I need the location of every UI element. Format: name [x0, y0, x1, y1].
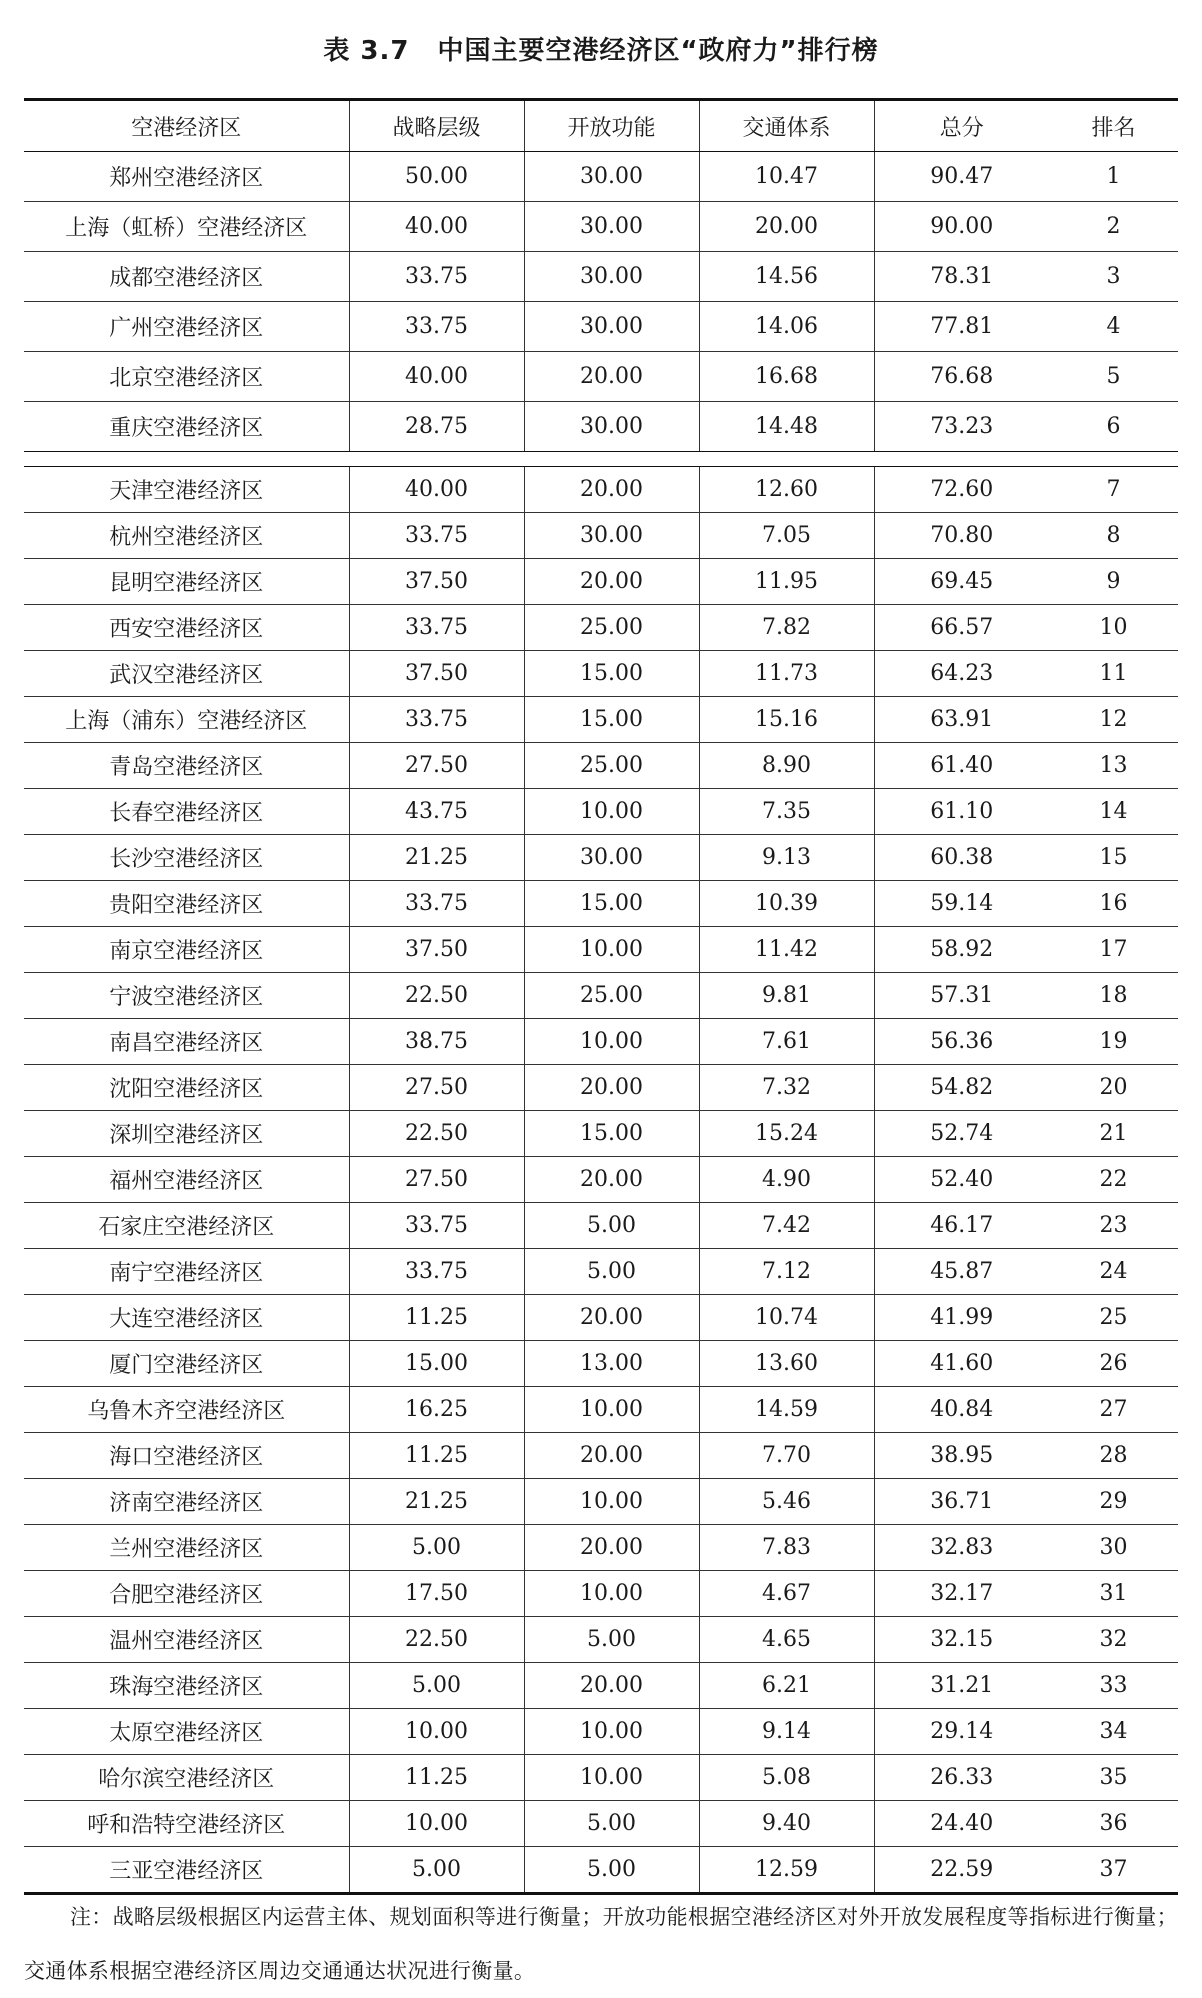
openness-score-cell: 30.00	[524, 202, 699, 252]
table-row	[24, 1111, 1178, 1157]
rank-cell: 21	[1049, 1111, 1178, 1157]
header-zone: 空港经济区	[24, 100, 349, 152]
rank-cell: 9	[1049, 559, 1178, 605]
zone-name-cell: 深圳空港经济区	[24, 1111, 349, 1157]
zone-name-cell: 北京空港经济区	[24, 352, 349, 402]
total-score-cell: 29.14	[874, 1709, 1049, 1755]
strategy-score-cell: 33.75	[349, 881, 524, 927]
openness-score-cell: 15.00	[524, 1111, 699, 1157]
zone-name-cell: 合肥空港经济区	[24, 1571, 349, 1617]
total-score-cell: 72.60	[874, 467, 1049, 513]
zone-name-cell: 珠海空港经济区	[24, 1663, 349, 1709]
header-total: 总分	[874, 100, 1049, 152]
total-score-cell: 57.31	[874, 973, 1049, 1019]
total-score-cell: 46.17	[874, 1203, 1049, 1249]
openness-score-cell: 20.00	[524, 467, 699, 513]
zone-name-cell: 成都空港经济区	[24, 252, 349, 302]
table-row	[24, 605, 1178, 651]
strategy-score-cell: 33.75	[349, 697, 524, 743]
total-score-cell: 78.31	[874, 252, 1049, 302]
transport-score-cell: 9.14	[699, 1709, 874, 1755]
zone-name-cell: 贵阳空港经济区	[24, 881, 349, 927]
openness-score-cell: 30.00	[524, 513, 699, 559]
zone-name-cell: 南昌空港经济区	[24, 1019, 349, 1065]
total-score-cell: 90.47	[874, 152, 1049, 202]
transport-score-cell: 7.61	[699, 1019, 874, 1065]
zone-name-cell: 福州空港经济区	[24, 1157, 349, 1203]
openness-score-cell: 5.00	[524, 1847, 699, 1894]
total-score-cell: 69.45	[874, 559, 1049, 605]
openness-score-cell: 5.00	[524, 1801, 699, 1847]
rank-cell: 1	[1049, 152, 1178, 202]
table-row	[24, 1433, 1178, 1479]
table-row	[24, 1341, 1178, 1387]
zone-name-cell: 三亚空港经济区	[24, 1847, 349, 1894]
zone-name-cell: 南宁空港经济区	[24, 1249, 349, 1295]
header-transport: 交通体系	[699, 100, 874, 152]
strategy-score-cell: 22.50	[349, 1111, 524, 1157]
rank-cell: 34	[1049, 1709, 1178, 1755]
total-score-cell: 76.68	[874, 352, 1049, 402]
openness-score-cell: 30.00	[524, 252, 699, 302]
table-row	[24, 835, 1178, 881]
header-openness: 开放功能	[524, 100, 699, 152]
openness-score-cell: 20.00	[524, 1433, 699, 1479]
total-score-cell: 77.81	[874, 302, 1049, 352]
table-row	[24, 697, 1178, 743]
transport-score-cell: 10.74	[699, 1295, 874, 1341]
total-score-cell: 24.40	[874, 1801, 1049, 1847]
openness-score-cell: 25.00	[524, 743, 699, 789]
strategy-score-cell: 21.25	[349, 1479, 524, 1525]
transport-score-cell: 14.06	[699, 302, 874, 352]
table-row	[24, 202, 1178, 252]
transport-score-cell: 14.56	[699, 252, 874, 302]
transport-score-cell: 4.65	[699, 1617, 874, 1663]
zone-name-cell: 乌鲁木齐空港经济区	[24, 1387, 349, 1433]
table-row	[24, 1203, 1178, 1249]
strategy-score-cell: 38.75	[349, 1019, 524, 1065]
openness-score-cell: 30.00	[524, 835, 699, 881]
table-row	[24, 789, 1178, 835]
transport-score-cell: 14.48	[699, 402, 874, 452]
transport-score-cell: 7.12	[699, 1249, 874, 1295]
strategy-score-cell: 40.00	[349, 352, 524, 402]
total-score-cell: 32.83	[874, 1525, 1049, 1571]
total-score-cell: 31.21	[874, 1663, 1049, 1709]
strategy-score-cell: 37.50	[349, 559, 524, 605]
table-row	[24, 302, 1178, 352]
openness-score-cell: 20.00	[524, 1525, 699, 1571]
total-score-cell: 26.33	[874, 1755, 1049, 1801]
transport-score-cell: 7.32	[699, 1065, 874, 1111]
zone-name-cell: 天津空港经济区	[24, 467, 349, 513]
total-score-cell: 45.87	[874, 1249, 1049, 1295]
transport-score-cell: 4.90	[699, 1157, 874, 1203]
total-score-cell: 61.10	[874, 789, 1049, 835]
table-row	[24, 513, 1178, 559]
transport-score-cell: 10.39	[699, 881, 874, 927]
openness-score-cell: 5.00	[524, 1249, 699, 1295]
table-row	[24, 1479, 1178, 1525]
rank-cell: 37	[1049, 1847, 1178, 1894]
zone-name-cell: 杭州空港经济区	[24, 513, 349, 559]
rank-cell: 17	[1049, 927, 1178, 973]
table-row	[24, 402, 1178, 452]
strategy-score-cell: 10.00	[349, 1709, 524, 1755]
openness-score-cell: 10.00	[524, 1019, 699, 1065]
rank-cell: 30	[1049, 1525, 1178, 1571]
table-row	[24, 1801, 1178, 1847]
strategy-score-cell: 33.75	[349, 1203, 524, 1249]
transport-score-cell: 4.67	[699, 1571, 874, 1617]
transport-score-cell: 15.24	[699, 1111, 874, 1157]
rank-cell: 18	[1049, 973, 1178, 1019]
total-score-cell: 60.38	[874, 835, 1049, 881]
strategy-score-cell: 27.50	[349, 743, 524, 789]
rank-cell: 36	[1049, 1801, 1178, 1847]
openness-score-cell: 10.00	[524, 1387, 699, 1433]
total-score-cell: 54.82	[874, 1065, 1049, 1111]
openness-score-cell: 20.00	[524, 1157, 699, 1203]
rank-cell: 6	[1049, 402, 1178, 452]
transport-score-cell: 8.90	[699, 743, 874, 789]
header-rank: 排名	[1049, 100, 1178, 152]
transport-score-cell: 7.82	[699, 605, 874, 651]
transport-score-cell: 12.60	[699, 467, 874, 513]
rank-cell: 11	[1049, 651, 1178, 697]
zone-name-cell: 厦门空港经济区	[24, 1341, 349, 1387]
table-row	[24, 1663, 1178, 1709]
table-note: 注：战略层级根据区内运营主体、规划面积等进行衡量；开放功能根据空港经济区对外开放发展程度等指标进行衡量；交通体系根据空港经济区周边交通通达状况进行衡量。	[24, 1905, 1178, 1983]
total-score-cell: 38.95	[874, 1433, 1049, 1479]
zone-name-cell: 上海（虹桥）空港经济区	[24, 202, 349, 252]
openness-score-cell: 10.00	[524, 1755, 699, 1801]
transport-score-cell: 12.59	[699, 1847, 874, 1894]
strategy-score-cell: 28.75	[349, 402, 524, 452]
table-row	[24, 467, 1178, 513]
strategy-score-cell: 37.50	[349, 651, 524, 697]
rank-cell: 27	[1049, 1387, 1178, 1433]
openness-score-cell: 10.00	[524, 1571, 699, 1617]
strategy-score-cell: 16.25	[349, 1387, 524, 1433]
total-score-cell: 70.80	[874, 513, 1049, 559]
rank-cell: 15	[1049, 835, 1178, 881]
strategy-score-cell: 33.75	[349, 252, 524, 302]
total-score-cell: 22.59	[874, 1847, 1049, 1894]
rank-cell: 10	[1049, 605, 1178, 651]
table-row	[24, 1571, 1178, 1617]
strategy-score-cell: 21.25	[349, 835, 524, 881]
header-row	[24, 100, 1178, 152]
strategy-score-cell: 15.00	[349, 1341, 524, 1387]
table-row	[24, 1755, 1178, 1801]
transport-score-cell: 9.40	[699, 1801, 874, 1847]
openness-score-cell: 15.00	[524, 651, 699, 697]
gap-cell	[24, 452, 1178, 467]
zone-name-cell: 大连空港经济区	[24, 1295, 349, 1341]
rank-cell: 14	[1049, 789, 1178, 835]
table-body	[24, 152, 1178, 1894]
table-row	[24, 927, 1178, 973]
table-row	[24, 559, 1178, 605]
total-score-cell: 61.40	[874, 743, 1049, 789]
strategy-score-cell: 33.75	[349, 1249, 524, 1295]
openness-score-cell: 5.00	[524, 1203, 699, 1249]
table-row	[24, 252, 1178, 302]
transport-score-cell: 6.21	[699, 1663, 874, 1709]
transport-score-cell: 7.05	[699, 513, 874, 559]
openness-score-cell: 20.00	[524, 352, 699, 402]
header-strategy: 战略层级	[349, 100, 524, 152]
ranking-table	[24, 98, 1178, 1895]
transport-score-cell: 13.60	[699, 1341, 874, 1387]
strategy-score-cell: 40.00	[349, 202, 524, 252]
transport-score-cell: 5.08	[699, 1755, 874, 1801]
total-score-cell: 59.14	[874, 881, 1049, 927]
total-score-cell: 66.57	[874, 605, 1049, 651]
rank-cell: 5	[1049, 352, 1178, 402]
rank-cell: 3	[1049, 252, 1178, 302]
rank-cell: 13	[1049, 743, 1178, 789]
page-break-gap	[24, 452, 1178, 467]
openness-score-cell: 25.00	[524, 973, 699, 1019]
transport-score-cell: 9.13	[699, 835, 874, 881]
table-number: 表 3.7	[323, 36, 410, 66]
rank-cell: 20	[1049, 1065, 1178, 1111]
zone-name-cell: 哈尔滨空港经济区	[24, 1755, 349, 1801]
transport-score-cell: 11.95	[699, 559, 874, 605]
rank-cell: 16	[1049, 881, 1178, 927]
zone-name-cell: 上海（浦东）空港经济区	[24, 697, 349, 743]
zone-name-cell: 沈阳空港经济区	[24, 1065, 349, 1111]
rank-cell: 26	[1049, 1341, 1178, 1387]
rank-cell: 8	[1049, 513, 1178, 559]
zone-name-cell: 武汉空港经济区	[24, 651, 349, 697]
strategy-score-cell: 50.00	[349, 152, 524, 202]
strategy-score-cell: 17.50	[349, 1571, 524, 1617]
transport-score-cell: 11.42	[699, 927, 874, 973]
zone-name-cell: 宁波空港经济区	[24, 973, 349, 1019]
zone-name-cell: 海口空港经济区	[24, 1433, 349, 1479]
table-row	[24, 1249, 1178, 1295]
openness-score-cell: 15.00	[524, 881, 699, 927]
table-row	[24, 651, 1178, 697]
total-score-cell: 36.71	[874, 1479, 1049, 1525]
transport-score-cell: 7.70	[699, 1433, 874, 1479]
strategy-score-cell: 33.75	[349, 513, 524, 559]
openness-score-cell: 25.00	[524, 605, 699, 651]
table-row	[24, 352, 1178, 402]
openness-score-cell: 15.00	[524, 697, 699, 743]
zone-name-cell: 西安空港经济区	[24, 605, 349, 651]
table-row	[24, 1065, 1178, 1111]
zone-name-cell: 青岛空港经济区	[24, 743, 349, 789]
openness-score-cell: 30.00	[524, 302, 699, 352]
rank-cell: 31	[1049, 1571, 1178, 1617]
table-row	[24, 1295, 1178, 1341]
rank-cell: 2	[1049, 202, 1178, 252]
rank-cell: 28	[1049, 1433, 1178, 1479]
zone-name-cell: 石家庄空港经济区	[24, 1203, 349, 1249]
zone-name-cell: 昆明空港经济区	[24, 559, 349, 605]
openness-score-cell: 20.00	[524, 1065, 699, 1111]
total-score-cell: 64.23	[874, 651, 1049, 697]
table-header	[24, 100, 1178, 152]
rank-cell: 12	[1049, 697, 1178, 743]
strategy-score-cell: 37.50	[349, 927, 524, 973]
strategy-score-cell: 11.25	[349, 1295, 524, 1341]
table-row	[24, 1709, 1178, 1755]
openness-score-cell: 10.00	[524, 927, 699, 973]
zone-name-cell: 长春空港经济区	[24, 789, 349, 835]
transport-score-cell: 15.16	[699, 697, 874, 743]
transport-score-cell: 14.59	[699, 1387, 874, 1433]
total-score-cell: 32.15	[874, 1617, 1049, 1663]
strategy-score-cell: 11.25	[349, 1755, 524, 1801]
rank-cell: 22	[1049, 1157, 1178, 1203]
openness-score-cell: 30.00	[524, 152, 699, 202]
strategy-score-cell: 33.75	[349, 605, 524, 651]
rank-cell: 29	[1049, 1479, 1178, 1525]
openness-score-cell: 20.00	[524, 1295, 699, 1341]
strategy-score-cell: 22.50	[349, 1617, 524, 1663]
transport-score-cell: 7.42	[699, 1203, 874, 1249]
transport-score-cell: 20.00	[699, 202, 874, 252]
rank-cell: 19	[1049, 1019, 1178, 1065]
transport-score-cell: 9.81	[699, 973, 874, 1019]
total-score-cell: 41.60	[874, 1341, 1049, 1387]
rank-cell: 7	[1049, 467, 1178, 513]
strategy-score-cell: 22.50	[349, 973, 524, 1019]
transport-score-cell: 10.47	[699, 152, 874, 202]
table-row	[24, 1157, 1178, 1203]
total-score-cell: 56.36	[874, 1019, 1049, 1065]
table-row	[24, 1525, 1178, 1571]
strategy-score-cell: 27.50	[349, 1065, 524, 1111]
transport-score-cell: 7.35	[699, 789, 874, 835]
total-score-cell: 63.91	[874, 697, 1049, 743]
strategy-score-cell: 40.00	[349, 467, 524, 513]
total-score-cell: 73.23	[874, 402, 1049, 452]
transport-score-cell: 7.83	[699, 1525, 874, 1571]
zone-name-cell: 呼和浩特空港经济区	[24, 1801, 349, 1847]
transport-score-cell: 16.68	[699, 352, 874, 402]
zone-name-cell: 郑州空港经济区	[24, 152, 349, 202]
rank-cell: 23	[1049, 1203, 1178, 1249]
zone-name-cell: 长沙空港经济区	[24, 835, 349, 881]
table-row	[24, 1387, 1178, 1433]
openness-score-cell: 10.00	[524, 789, 699, 835]
rank-cell: 4	[1049, 302, 1178, 352]
total-score-cell: 52.40	[874, 1157, 1049, 1203]
strategy-score-cell: 5.00	[349, 1847, 524, 1894]
table-row	[24, 152, 1178, 202]
openness-score-cell: 10.00	[524, 1709, 699, 1755]
openness-score-cell: 10.00	[524, 1479, 699, 1525]
openness-score-cell: 5.00	[524, 1617, 699, 1663]
table-row	[24, 973, 1178, 1019]
zone-name-cell: 兰州空港经济区	[24, 1525, 349, 1571]
total-score-cell: 90.00	[874, 202, 1049, 252]
total-score-cell: 58.92	[874, 927, 1049, 973]
strategy-score-cell: 5.00	[349, 1525, 524, 1571]
rank-cell: 35	[1049, 1755, 1178, 1801]
transport-score-cell: 5.46	[699, 1479, 874, 1525]
table-title	[0, 30, 1202, 67]
strategy-score-cell: 11.25	[349, 1433, 524, 1479]
zone-name-cell: 温州空港经济区	[24, 1617, 349, 1663]
table-caption: 中国主要空港经济区“政府力”排行榜	[437, 36, 879, 66]
zone-name-cell: 济南空港经济区	[24, 1479, 349, 1525]
total-score-cell: 52.74	[874, 1111, 1049, 1157]
strategy-score-cell: 10.00	[349, 1801, 524, 1847]
transport-score-cell: 11.73	[699, 651, 874, 697]
total-score-cell: 32.17	[874, 1571, 1049, 1617]
openness-score-cell: 13.00	[524, 1341, 699, 1387]
zone-name-cell: 重庆空港经济区	[24, 402, 349, 452]
zone-name-cell: 广州空港经济区	[24, 302, 349, 352]
table-row	[24, 1617, 1178, 1663]
strategy-score-cell: 43.75	[349, 789, 524, 835]
zone-name-cell: 南京空港经济区	[24, 927, 349, 973]
rank-cell: 24	[1049, 1249, 1178, 1295]
rank-cell: 33	[1049, 1663, 1178, 1709]
table-row	[24, 743, 1178, 789]
rank-cell: 32	[1049, 1617, 1178, 1663]
total-score-cell: 40.84	[874, 1387, 1049, 1433]
table-row	[24, 1847, 1178, 1894]
rank-cell: 25	[1049, 1295, 1178, 1341]
total-score-cell: 41.99	[874, 1295, 1049, 1341]
openness-score-cell: 30.00	[524, 402, 699, 452]
table-row	[24, 881, 1178, 927]
strategy-score-cell: 27.50	[349, 1157, 524, 1203]
table-row	[24, 1019, 1178, 1065]
openness-score-cell: 20.00	[524, 559, 699, 605]
strategy-score-cell: 33.75	[349, 302, 524, 352]
zone-name-cell: 太原空港经济区	[24, 1709, 349, 1755]
strategy-score-cell: 5.00	[349, 1663, 524, 1709]
openness-score-cell: 20.00	[524, 1663, 699, 1709]
